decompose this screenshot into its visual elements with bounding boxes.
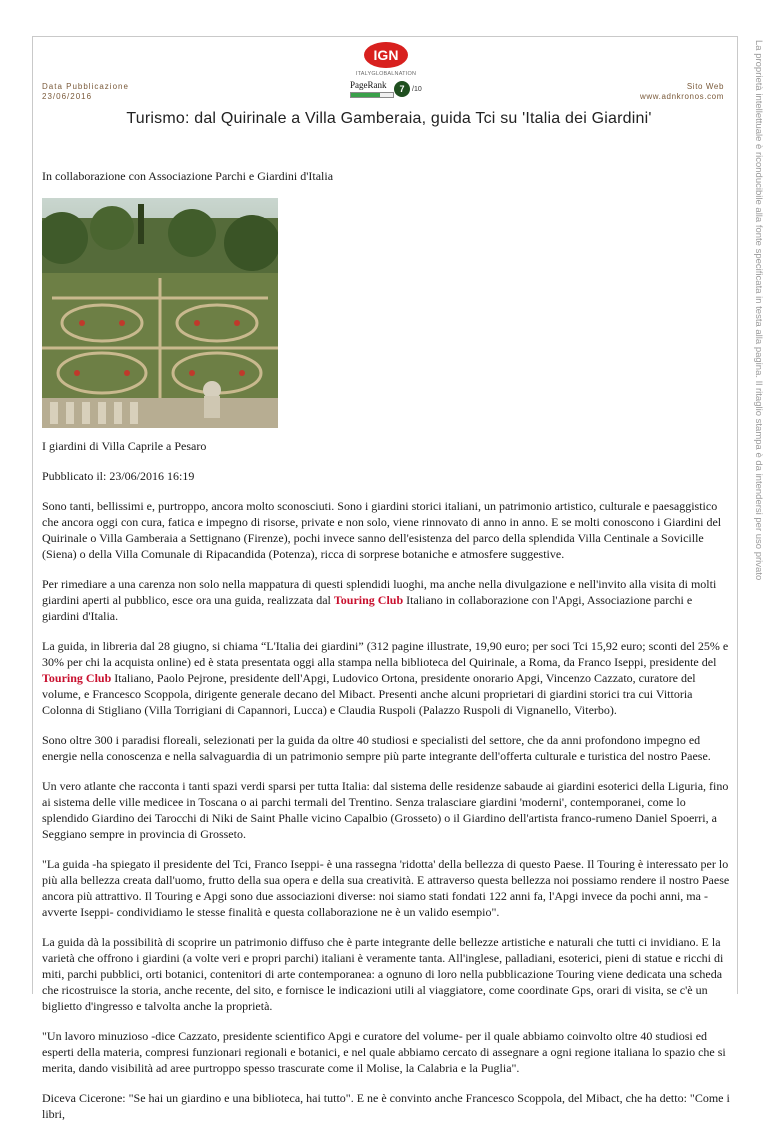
date-label: Data Pubblicazione — [42, 82, 129, 91]
copyright-side-note — [752, 40, 766, 600]
pagerank-bar-fill — [351, 93, 380, 97]
article-intro: In collaborazione con Associazione Parchi e Giardini d'Italia — [42, 169, 334, 183]
paragraph-6: "La guida -ha spiegato il presidente del Tci, Franco Iseppi- è una rassegna 'ridotta' della bellezza di questo Paese. Il Touring è interessato per lo più alla bellezza creata dall'uomo, frutto della sua opera e della sua creatività. E attraverso questa bellezza noi possiamo rendere il nostro Paese ancora più attrattivo. Il Touring e Apgi sono due associazioni diverse: noi siamo stati fondati 122 anni fa, l'Apgi invece da pochi anni, ma -avverte Iseppi- condividiamo le stesse finalità e questa collaborazione ne è un valido esempio". — [42, 857, 730, 919]
paragraph-2-end: Italiano in collaborazione con l'Apgi, Associazione parchi e giardini d'Italia. — [42, 593, 693, 623]
paragraph-5: Un vero atlante che racconta i tanti spazi verdi sparsi per tutta Italia: dal sistema delle residenze sabaude ai giardini esoterici della Liguria, fino ai sistema delle ville medicee in Toscana o ai parchi termali del Trentino. Senza tralasciare giardini 'moderni', contemporanei, come lo splendido Giardino dei Tarocchi di Niki de Saint Phalle vicino Capalbio (Grosseto) o il Giardino dell'artista franco-rumeno Daniel Spoerri, a Seggiano sempre in provincia di Grosseto. — [42, 779, 729, 841]
paragraph-9: Diceva Cicerone: "Se hai un giardino e una biblioteca, hai tutto". E ne è convinto anche Francesco Scoppola, del Mibact, che ha detto: "Come i libri, — [42, 1091, 730, 1121]
publication-date-block — [42, 82, 129, 102]
pagerank-scale: /10 — [412, 86, 422, 93]
frame-right-border — [737, 36, 738, 994]
paragraph-3-start: La guida, in libreria dal 28 giugno, si chiama “L'Italia dei giardini” (312 pagine illustrate, 19,90 euro; per soci Tci 15,92 euro; sconti del 25% e 30% per chi la acquista online) ed è stata presentata oggi alla stampa nella biblioteca del Quirinale, a Roma, da Franco Iseppi, presidente del — [42, 639, 729, 669]
frame-left-border — [32, 36, 33, 994]
paragraph-1: Sono tanti, bellissimi e, purtroppo, ancora molto sconosciuti. Sono i giardini storici italiani, un patrimonio artistico, culturale e paesaggistico che ancora oggi con cura, fatica e impegno di risorse, private e non solo, viene rinnovato di anno in anno. E se molti conoscono i Giardini del Quirinale o Villa Gamberaia a Settignano (Firenze), pochi invece sanno dell'esistenza del parco della splendida Villa Centinale a Sovicille (Siena) o della Villa Comunale di Ripacandida (Potenza), ricca di sorprese botaniche e atmosfere suggestive. — [42, 499, 722, 561]
article-body — [42, 168, 730, 1136]
publication-timestamp: Pubblicato il: 23/06/2016 16:19 — [42, 469, 195, 483]
touring-club-highlight: Touring Club — [42, 671, 112, 685]
ign-logo — [356, 40, 416, 70]
paragraph-2 — [42, 576, 730, 624]
pagerank-value: 7 — [394, 81, 410, 97]
logo-letters: IGN — [373, 47, 399, 63]
paragraph-8: "Un lavoro minuzioso -dice Cazzato, presidente scientifico Apgi e curatore del volume- per il quale abbiamo coinvolto oltre 40 studiosi ed esperti della materia, compresi funzionari regionali e botanici, e nel quale abbiamo cercato di assegnare a ogni regione italiana lo spazio che si merita, dando visibilità ad aree purtroppo spesso trascurate come il Molise, la Calabria e la Puglia". — [42, 1029, 726, 1075]
date-value: 23/06/2016 — [42, 92, 93, 101]
paragraph-3-end: Italiano, Paolo Pejrone, presidente dell'Apgi, Ludovico Ortona, presidente onorario Apgi, Vincenzo Cazzato, curatore del volume, e Francesco Scoppola, dirigente generale decano del Mibact. Presenti anche alcuni proprietari di giardini storici tra cui Vittoria Colonna di Stigliano (Villa Torrigiani di Capannori, Lucca) e Claudia Ruspoli (Palazzo Ruspoli di Vignanello, Viterbo). — [42, 671, 696, 717]
paragraph-2-start: Per rimediare a una carenza non solo nella mappatura di questi splendidi luoghi, ma anche nella divulgazione e nell'invito alla visita di molti giardini aperti al pubblico, esce ora una guida, realizzata dal — [42, 577, 717, 607]
site-value[interactable]: www.adnkronos.com — [639, 92, 724, 101]
photo-caption: I giardini di Villa Caprile a Pesaro — [42, 439, 207, 453]
paragraph-7: La guida dà la possibilità di scoprire un patrimonio diffuso che è parte integrante delle bellezze artistiche e naturali che tutti ci invidiano. E la varietà che offrono i giardini (a volte veri e propri parchi) italiani è veramente tanta. All'inglese, palladiani, esoterici, pieni di statue e ricchi di miti, parchi pubblici, orti botanici, contenitori di arte contemporanea: a ognuno di loro nella pubblicazione Touring viene dedicata una scheda che ricostruisce la storia, anche recente, del sito, e fornisce le indicazioni utili al viaggiatore, come coordinate Gps, orari di visita, se c'è un biglietto d'ingresso e talvolta anche la proprietà. — [42, 935, 724, 1013]
site-label: Sito Web — [686, 82, 724, 91]
side-note-text: La proprietà intellettuale è riconducibile alla fonte specificata in testa alla pagina. Il ritaglio stampa è da intendersi per uso privato — [753, 40, 764, 581]
paragraph-3 — [42, 638, 730, 718]
logo-caption: ITALYGLOBALNATION — [355, 71, 417, 77]
touring-club-highlight: Touring Club — [333, 593, 404, 607]
website-block — [640, 82, 724, 102]
pagerank-label: PageRank — [350, 80, 387, 90]
paragraph-4: Sono oltre 300 i paradisi floreali, selezionati per la guida da oltre 40 studiosi e specialisti del settore, che da anni profondono impegno ed energie nella conoscenza e nella salvaguardia di un patrimonio sempre più parte integrante dell'offerta culturale e turistica del nostro Paese. — [42, 733, 711, 763]
frame-top-border — [32, 36, 738, 37]
pagerank-bar — [350, 92, 394, 98]
article-title: Turismo: dal Quirinale a Villa Gamberaia, guida Tci su 'Italia dei Giardini' — [126, 110, 652, 127]
pagerank-badge — [350, 80, 430, 100]
garden-photo — [42, 198, 278, 428]
